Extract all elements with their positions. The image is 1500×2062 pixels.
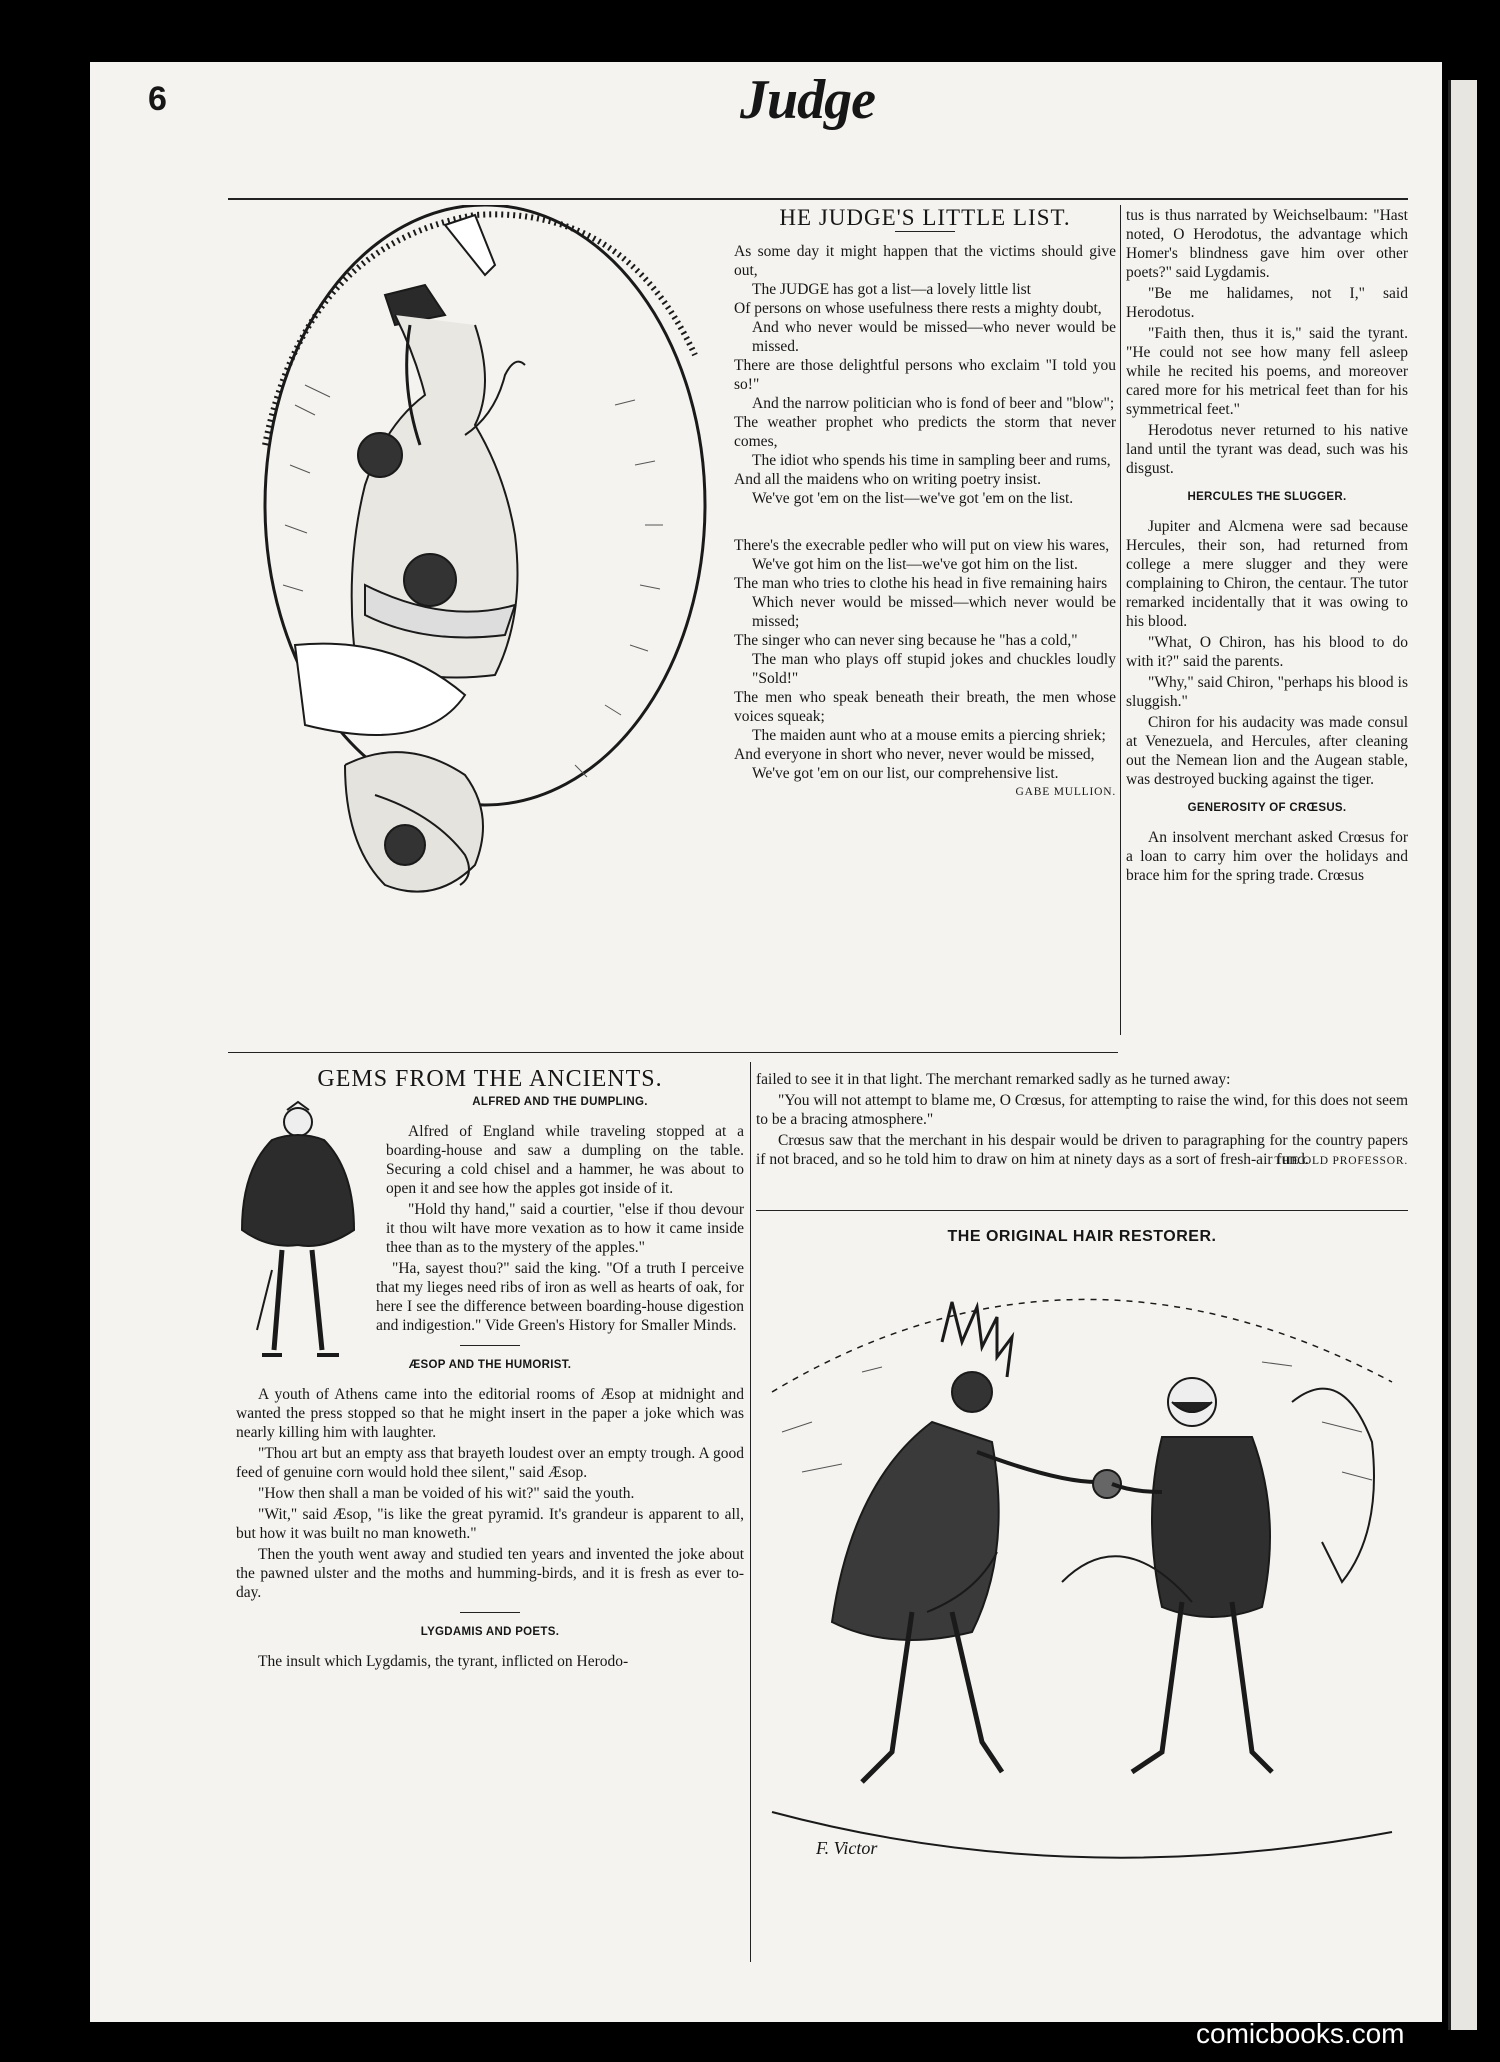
croesus-continuation xyxy=(756,1070,1408,1171)
gems-column-rule xyxy=(750,1062,751,1962)
aesop-para: "Wit," said Æsop, "is like the great pyramid. It's grandeur is apparent to all, but how it was built no man knoweth." xyxy=(236,1506,744,1542)
little-list-title: HE JUDGE'S LITTLE LIST. xyxy=(779,205,1071,230)
croesus-heading: GENEROSITY OF CRŒSUS. xyxy=(1187,802,1347,814)
aesop-para: A youth of Athens came into the editorial rooms of Æsop at midnight and wanted the press stopped so that he might insert in the paper a joke which was nearly killing him with laughter. xyxy=(236,1386,744,1441)
croesus-rule xyxy=(756,1210,1408,1211)
middle-rule xyxy=(228,1052,1118,1053)
verse-line: The JUDGE has got a list—a lovely little list xyxy=(752,281,1031,298)
hercules-heading: HERCULES THE SLUGGER. xyxy=(1187,491,1347,503)
verse-line: And all the maidens who on writing poetry insist. xyxy=(734,471,1041,488)
right-column xyxy=(1126,206,1408,887)
herodotus-para: Herodotus never returned to his native land until the tyrant was dead, such was his disgust. xyxy=(1126,422,1408,477)
herodotus-para: tus is thus narrated by Weichselbaum: "Hast noted, O Herodotus, the advantage which Homer's blindness gave him over other poets?" said Lygdamis. xyxy=(1126,207,1408,281)
croesus-para: Crœsus saw that the merchant in his despair would be driven to paragraphing for the country papers if not braced, and so he told him to draw on him at ninety days as a sort of fresh-air fund. xyxy=(756,1132,1408,1168)
lygdamis-heading: LYGDAMIS AND POETS. xyxy=(420,1626,560,1638)
verse-line: We've got 'em on our list, our comprehensive list. xyxy=(752,765,1059,782)
alfred-para: "Hold thy hand," said a courtier, "else if thou devour it thou wilt have more vexation as to how it came inside thee than as to the mystery of the apples." xyxy=(386,1201,744,1256)
verse-line: Of persons on whose usefulness there rests a mighty doubt, xyxy=(734,300,1102,317)
croesus-para: "You will not attempt to blame me, O Crœsus, for attempting to raise the wind, for this does not seem to be a bracing atmosphere." xyxy=(756,1092,1408,1128)
little-list-verse xyxy=(734,242,1116,783)
page-number: 6 xyxy=(148,80,167,118)
cartoon-artist-signature: F. Victor xyxy=(816,1838,878,1858)
title-rule xyxy=(895,231,955,232)
verse-line: The man who tries to clothe his head in five remaining hairs xyxy=(734,575,1108,592)
verse-line: And the narrow politician who is fond of beer and "blow"; xyxy=(752,395,1115,412)
masthead-logo: Judge xyxy=(740,69,875,131)
verse-line: There's the execrable pedler who will put on view his wares, xyxy=(734,537,1110,554)
hercules-para: Chiron for his audacity was made consul at Venezuela, and Hercules, after cleaning out the Nemean lion and the Augean stable, was destroyed bucking against the tiger. xyxy=(1126,714,1408,788)
page-spine-edge xyxy=(1448,80,1477,2030)
verse-line: The man who plays off stupid jokes and chuckles loudly "Sold!" xyxy=(752,651,1116,687)
croesus-signature: THE OLD PROFESSOR. xyxy=(1274,1155,1408,1167)
herodotus-para: "Be me halidames, not I," said Herodotus. xyxy=(1126,285,1408,321)
verse-line: As some day it might happen that the victims should give out, xyxy=(734,243,1116,279)
aesop-heading: ÆSOP AND THE HUMORIST. xyxy=(408,1359,572,1371)
section-rule xyxy=(460,1345,520,1346)
verse-line: The singer who can never sing because he "has a cold," xyxy=(734,632,1078,649)
verse-line: The maiden aunt who at a mouse emits a piercing shriek; xyxy=(752,727,1106,744)
alfred-para: "Ha, sayest thou?" said the king. "Of a truth I perceive that my lieges need ribs of iron as well as hearts of oak, for here I see the difference between boarding-house digestion and indigestion." Vide Green's History for Smaller Minds. xyxy=(376,1260,744,1334)
croesus-para: An insolvent merchant asked Crœsus for a loan to carry him over the holidays and brace him for the spring trade. Crœsus xyxy=(1126,829,1408,884)
cartoon-caption: THE ORIGINAL HAIR RESTORER. xyxy=(947,1228,1217,1245)
verse-line: The weather prophet who predicts the storm that never comes, xyxy=(734,414,1116,450)
hair-restorer-cartoon xyxy=(762,1252,1402,1882)
verse-line: We've got 'em on the list—we've got 'em on the list. xyxy=(752,490,1074,507)
croesus-line: failed to see it in that light. The merchant remarked sadly as he turned away: xyxy=(756,1071,1231,1088)
verse-line: We've got him on the list—we've got him on the list. xyxy=(752,556,1078,573)
verse-line: The men who speak beneath their breath, the men whose voices squeak; xyxy=(734,689,1116,725)
verse-line: And everyone in short who never, never would be missed, xyxy=(734,746,1095,763)
verse-line: There are those delightful persons who exclaim "I told you so!" xyxy=(734,357,1116,393)
aesop-para: "Thou art but an empty ass that brayeth loudest over an empty trough. A good feed of genuine corn would hold thee silent," said Æsop. xyxy=(236,1445,744,1481)
verse-line: And who never would be missed—who never would be missed. xyxy=(752,319,1116,355)
verse-line: Which never would be missed—which never would be missed; xyxy=(752,594,1116,630)
herodotus-para: "Faith then, thus it is," said the tyrant. "He could not see how many fell asleep while he recited his poems, and moreover cared more for his metrical feet than for his symmetrical feet." xyxy=(1126,325,1408,418)
header-rule xyxy=(228,198,1408,200)
source-watermark: comicbooks.com xyxy=(1196,2018,1405,2049)
alfred-heading: ALFRED AND THE DUMPLING. xyxy=(472,1096,648,1108)
little-list-signature: GABE MULLION. xyxy=(1015,786,1116,798)
lygdamis-para: The insult which Lygdamis, the tyrant, inflicted on Herodo- xyxy=(258,1653,629,1670)
hercules-para: "What, O Chiron, has his blood to do with it?" said the parents. xyxy=(1126,634,1408,670)
little-list-column xyxy=(734,205,1116,802)
gems-title: GEMS FROM THE ANCIENTS. xyxy=(317,1066,663,1092)
hercules-para: Jupiter and Alcmena were sad because Hercules, their son, had returned from college a mere slugger and they were complaining to Chiron, the centaur. The tutor remarked incidentally that it was owing to his blood. xyxy=(1126,518,1408,630)
alfred-para: Alfred of England while traveling stopped at a boarding-house and saw a dumpling on the table. Securing a cold chisel and a hammer, he was about to open it and see how the apples got inside of it. xyxy=(386,1123,744,1197)
column-rule xyxy=(1120,205,1121,1035)
hercules-para: "Why," said Chiron, "perhaps his blood is sluggish." xyxy=(1126,674,1408,710)
aesop-para: Then the youth went away and studied ten years and invented the joke about the pawned ulster and the moths and humming-birds, and it is fresh as ever to-day. xyxy=(236,1546,744,1601)
verse-line: The idiot who spends his time in sampling beer and rums, xyxy=(752,452,1111,469)
king-alfred-illustration xyxy=(232,1100,362,1400)
section-rule xyxy=(460,1612,520,1613)
judge-illustration xyxy=(235,205,715,1035)
aesop-para: "How then shall a man be voided of his wit?" said the youth. xyxy=(258,1485,635,1502)
